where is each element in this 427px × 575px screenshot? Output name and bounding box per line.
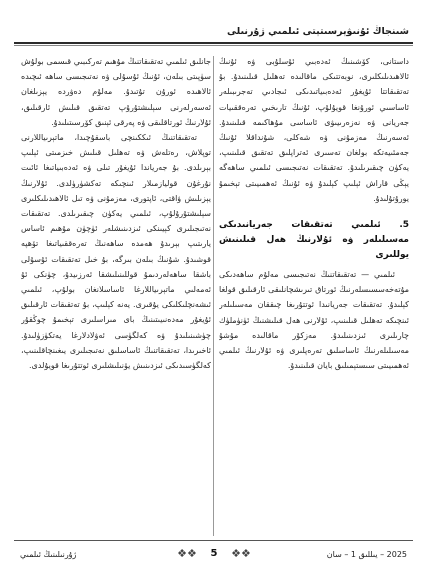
journal-short-name: ژۇرنىلىنىڭ ئىلمىي: [20, 550, 77, 559]
footer-rule: [14, 540, 413, 541]
page-number: 5: [210, 548, 218, 559]
ornament-left-icon: ❖❖: [177, 547, 197, 560]
left-column: [21, 54, 211, 538]
section-heading: 5. ئىلمىي تەتقىقات جەريانىدىكى مەسىلىلەر ۋە ئۇلارنىڭ ھەل قىلىنىش يوللىرى: [219, 220, 409, 261]
ornament-right-icon: ❖❖: [231, 547, 251, 560]
page-header: [0, 0, 427, 46]
header-rule: [14, 42, 413, 44]
header-rule-thin: [14, 45, 413, 46]
right-column: [219, 54, 409, 538]
left-paragraph-1: جانلىق ئىلمىي تەتقىقاتنىڭ مۇھىم تەركىبىي قىسمى بولۇش سۈپىتى بىلەن، ئۇنىڭ ئۇسۇلى ۋە نەتىجىسى ساھە ئىچىدە ئالاھىدە ئورۇن تۇتىدۇ. مەلۇم دەۋردە يېزىلغان ئەسەرلەرنى سېلىشتۇرۇپ تەتقىق قىلىش ئارقىلىق، ئۇلارنىڭ ئورتاقلىقى ۋە پەرقى ئېنىق كۆرسىتىلىدۇ.: [21, 57, 211, 127]
issue-info: 2025 – يىللىق 1 – سان: [326, 550, 407, 559]
column-divider: [213, 56, 214, 536]
page-footer: [0, 540, 427, 575]
journal-title: شىنجاڭ ئۇنىۋېرسىتېتى ئىلمىي ژۇرنىلى: [227, 26, 409, 37]
left-paragraph-2: تەتقىقاتنىڭ ئىككىنچى باسقۇچىدا، ماتېرىياللارنى توپلاش، رەتلەش ۋە تەھلىل قىلىش خىزمىتى ئېلىپ بېرىلدى. بۇ جەرياندا ئۇيغۇر تىلى ۋە ئەدەبىياتىغا ئائىت نۇرغۇن قوليازمىلار ئىنچىكە تەكشۈرۈلدى. ئۇلارنىڭ يېزىلىش ۋاقتى، ئاپتورى، مەزمۇنى ۋە تىل ئالاھىدىلىكلىرى سېلىشتۇرۇلۇپ، ئىلمىي يەكۈن چىقىرىلدى. تەتقىقات نەتىجىلىرى كېيىنكى ئىزدىنىشلەر ئۈچۈن مۇھىم ئاساس يارىتىپ بېرىدۇ ھەمدە ساھەنىڭ تەرەققىياتىغا تۆھپە قوشىدۇ. شۇنىڭ بىلەن بىرگە، بۇ خىل تەتقىقات ئۇسۇلى باشقا ساھەلەردىمۇ قوللىنىلىشقا ئەرزىيدۇ، چۈنكى ئۇ ئەمەلىي ماتېرىياللارغا ئاساسلانغان بولۇپ، ئىلمىي ئىشەنچلىكلىكى يۇقىرى. يەنە كېلىپ، بۇ تەتقىقات ئارقىلىق ئۇيغۇر مەدەنىيىتىنىڭ بای مىراسلىرى تېخىمۇ چوڭقۇر چۈشىنىلىدۇ ۋە كەلگۈسى ئەۋلادلارغا يەتكۈزۈلىدۇ. ئاخىرىدا، تەتقىقاتنىڭ ئاساسلىق نەتىجىلىرى يىغىنچاقلىنىپ، كەلگۈسىدىكى ئىزدىنىش يۆنىلىشلىرى ئوتتۇرىغا قويۇلدى.: [21, 133, 211, 371]
right-paragraph-1: داستانى، كۆشىنىڭ ئەدەبىي ئۇسلۇبى ۋە ئۇنىڭ ئالاھىدىلىكلىرى، نوبەتتىكى ماقالىدە تەھلىل قىلىنىدۇ. بۇ تەتقىقاتتا ئۇيغۇر ئەدەبىياتىدىكى ئىجادىي تەجرىبىلەر ئاساسىي ئورۇنغا قويۇلۇپ، ئۇنىڭ تارىخىي تەرەققىيات جەريانى ۋە نەزەرىيىۋى ئاساسى مۇھاكىمە قىلىنىدۇ. ئەسەرنىڭ مەزمۇنى ۋە شەكلى، شۇنداقلا ئۇنىڭ جەمئىيەتكە بولغان تەسىرى ئەتراپلىق تەتقىق قىلىنىپ، يەكۈن چىقىرىلىدۇ. تەتقىقات نەتىجىسى ئىلمىي ساھەگە يېڭى قاراش ئېلىپ كېلىدۇ ۋە ئۇنىڭ ئەھمىيىتى تېخىمۇ يورۇتۇلىدۇ.: [219, 57, 409, 203]
right-section-paragraph-1: ئىلمىي — تەتقىقاتنىڭ نەتىجىسى مەلۇم ساھەدىكى مۇتەخەسسىسلەرنىڭ ئورتاق تىرىشچانلىقى ئارقىلىق قولغا كېلىدۇ. تەتقىقات جەريانىدا ئوتتۇرىغا چىققان مەسىلىلەر ئىنچىكە تەھلىل قىلىنىپ، ئۇلارنى ھەل قىلىشنىڭ ئۈنۈملۈك چارىلىرى ئىزدىنىلىدۇ. مەزكۇر ماقالىدە مۇشۇ مەسىلىلەرنىڭ ئاساسلىق تەرەپلىرى ۋە ئۇلارنىڭ ئىلمىي ئەھمىيىتى سىستېمىلىق بايان قىلىنىدۇ.: [219, 270, 409, 371]
